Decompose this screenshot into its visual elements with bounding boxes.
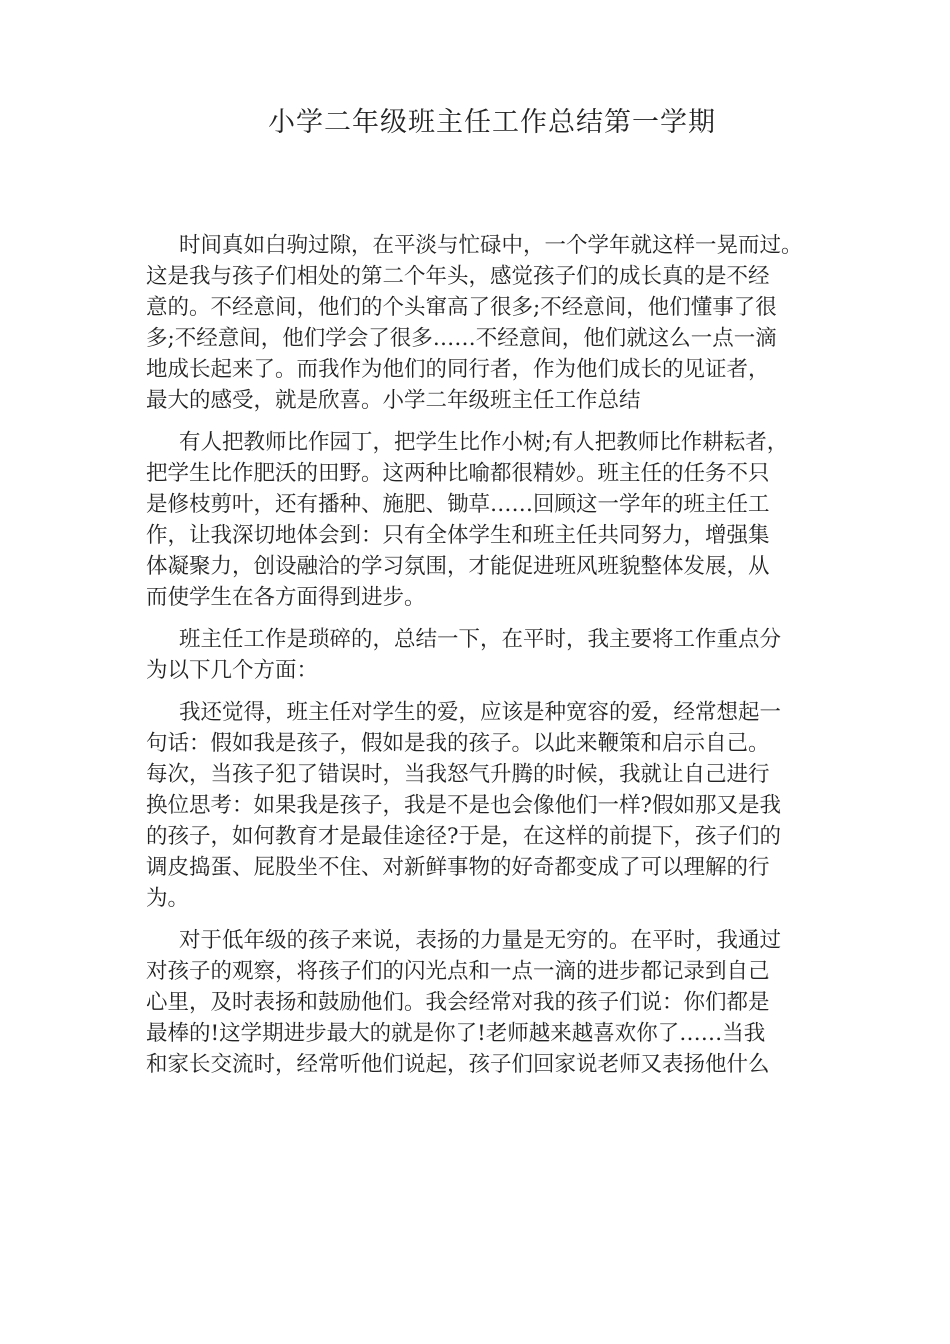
- text-line: 为。: [146, 886, 190, 911]
- text-line: 换位思考：如果我是孩子，我是不是也会像他们一样?假如那又是我: [146, 793, 782, 818]
- text-line: 的孩子，如何教育才是最佳途径?于是，在这样的前提下，孩子们的: [146, 824, 782, 849]
- text-line: 和家长交流时，经常听他们说起，孩子们回家说老师又表扬他什么: [146, 1052, 770, 1077]
- text-line: 有人把教师比作园丁，把学生比作小树;有人把教师比作耕耘者，: [179, 430, 789, 455]
- text-line: 而使学生在各方面得到进步。: [146, 585, 426, 610]
- paragraph-1: [146, 230, 826, 416]
- text-line: 对孩子的观察，将孩子们的闪光点和一点一滴的进步都记录到自己: [146, 959, 770, 984]
- text-line: 句话：假如我是孩子，假如是我的孩子。以此来鞭策和启示自己。: [146, 731, 770, 756]
- text-line: 调皮捣蛋、屁股坐不住、对新鲜事物的好奇都变成了可以理解的行: [146, 855, 770, 880]
- text-line: 这是我与孩子们相处的第二个年头，感觉孩子们的成长真的是不经: [146, 264, 770, 289]
- text-line: 时间真如白驹过隙，在平淡与忙碌中，一个学年就这样一晃而过。: [179, 233, 803, 258]
- text-line: 作，让我深切地体会到：只有全体学生和班主任共同努力，增强集: [146, 523, 770, 548]
- text-line: 多;不经意间，他们学会了很多……不经意间，他们就这么一点一滴: [146, 326, 777, 351]
- text-line: 意的。不经意间，他们的个头窜高了很多;不经意间，他们懂事了很: [146, 295, 777, 320]
- text-line: 地成长起来了。而我作为他们的同行者，作为他们成长的见证者，: [146, 357, 770, 382]
- text-line: 是修枝剪叶，还有播种、施肥、锄草……回顾这一学年的班主任工: [146, 492, 770, 517]
- paragraph-4: [146, 697, 826, 914]
- text-line: 最棒的!这学期进步最大的就是你了!老师越来越喜欢你了……当我: [146, 1021, 766, 1046]
- document-title: 小学二年级班主任工作总结第一学期: [268, 107, 716, 138]
- text-line: 对于低年级的孩子来说，表扬的力量是无穷的。在平时，我通过: [179, 928, 782, 953]
- text-line: 我还觉得，班主任对学生的爱，应该是种宽容的爱，经常想起一: [179, 700, 782, 725]
- text-line: 体凝聚力，创设融洽的学习氛围，才能促进班风班貌整体发展，从: [146, 554, 770, 579]
- paragraph-3: [146, 624, 826, 686]
- text-line: 把学生比作肥沃的田野。这两种比喻都很精妙。班主任的任务不只: [146, 461, 770, 486]
- text-line: 班主任工作是琐碎的，总结一下，在平时，我主要将工作重点分: [179, 627, 782, 652]
- text-line: 心里，及时表扬和鼓励他们。我会经常对我的孩子们说：你们都是: [146, 990, 770, 1015]
- document-body: [146, 230, 826, 1091]
- text-line: 为以下几个方面：: [146, 658, 319, 683]
- text-line: 每次，当孩子犯了错误时，当我怒气升腾的时候，我就让自己进行: [146, 762, 770, 787]
- text-line: 最大的感受，就是欣喜。小学二年级班主任工作总结: [146, 388, 641, 413]
- paragraph-5: [146, 925, 826, 1080]
- paragraph-2: [146, 427, 826, 613]
